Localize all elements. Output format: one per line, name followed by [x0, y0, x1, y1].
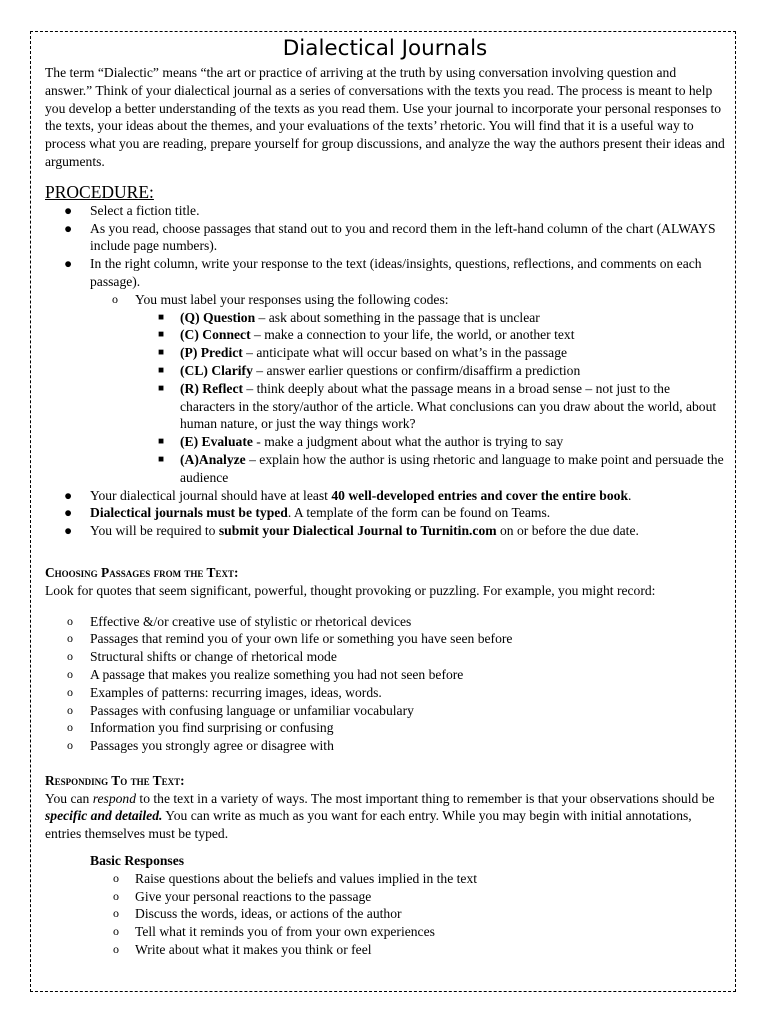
procedure-list [45, 202, 725, 540]
bullet-icon: ● [64, 220, 73, 236]
list-item: o Raise questions about the beliefs and values implied in the text [113, 870, 478, 886]
circle-bullet-icon: o [113, 924, 119, 939]
list-item: o Write about what it makes you think or feel [113, 942, 372, 958]
list-item: ● Your dialectical journal should have at least 40 well-developed entries and cover the entire book. [64, 487, 632, 503]
list-item: o Passages with confusing language or unfamiliar vocabulary [67, 702, 414, 718]
code-item: ■ (A)Analyze – explain how the author is using rhetoric and language to make point and persuade the audience [158, 451, 724, 485]
circle-bullet-icon: o [67, 649, 73, 664]
square-bullet-icon: ■ [158, 329, 165, 341]
label-sublist [90, 291, 725, 487]
choosing-intro: Look for quotes that seem significant, powerful, thought provoking or puzzling. For example, you might record: [45, 582, 656, 598]
bullet-icon: ● [64, 256, 73, 272]
choosing-heading: Choosing Passages from the Text: [45, 564, 239, 580]
square-bullet-icon: ■ [158, 364, 165, 376]
square-bullet-icon: ■ [158, 311, 165, 323]
responding-heading: Responding To the Text: [45, 772, 185, 788]
list-item: o Give your personal reactions to the passage [113, 888, 372, 904]
square-bullet-icon: ■ [158, 347, 165, 359]
document-body [45, 35, 725, 959]
list-item: o Discuss the words, ideas, or actions of the author [113, 906, 402, 922]
bullet-icon: ● [64, 487, 73, 503]
list-item: o Structural shifts or change of rhetorical mode [67, 649, 337, 665]
list-item: ● In the right column, write your response to the text (ideas/insights, questions, reflections, and comments on each passage). o You must label your responses using the following codes: ■ (Q) Question – ask about something in the passage that is unclear ■ (C) Connect – make a connection to your life, the world, or another text ■ (P) Predict – anticipate what will occur based on what’s in the passage ■ (CL) Clarify – answer earlier questions or confirm/disaffirm a prediction ■ (R) Reflect – think deeply about what the passage means in a broad sense – not just to the characters in the story/author of the article. What conclusions can you draw about the world, about human nature, or just the way things work? ■ (E) Evaluate - make a judgment about what the author is trying to say ■ (A)Analyze – explain how the author is using rhetoric and language to make point and persuade the audience [64, 256, 724, 485]
list-item: o Effective &/or creative use of stylistic or rhetorical devices [67, 613, 412, 629]
code-item: ■ (P) Predict – anticipate what will occur based on what’s in the passage [158, 345, 568, 361]
circle-bullet-icon: o [67, 684, 73, 699]
list-item: o You must label your responses using the following codes: ■ (Q) Question – ask about something in the passage that is unclear ■ (C) Connect – make a connection to your life, the world, or another text ■ (P) Predict – anticipate what will occur based on what’s in the passage ■ (CL) Clarify – answer earlier questions or confirm/disaffirm a prediction ■ (R) Reflect – think deeply about what the passage means in a broad sense – not just to the characters in the story/author of the article. What conclusions can you draw about the world, about human nature, or just the way things work? ■ (E) Evaluate - make a judgment about what the author is trying to say ■ (A)Analyze – explain how the author is using rhetoric and language to make point and persuade the audience [112, 291, 724, 485]
list-item: ● Select a fiction title. [64, 202, 200, 218]
square-bullet-icon: ■ [158, 436, 165, 448]
code-item: ■ (E) Evaluate - make a judgment about what the author is trying to say [158, 434, 564, 450]
procedure-heading: PROCEDURE: [45, 181, 154, 202]
basic-responses-heading: Basic Responses [90, 853, 185, 869]
list-item: ● You will be required to submit your Dialectical Journal to Turnitin.com on or before the due date. [64, 523, 639, 539]
circle-bullet-icon: o [113, 906, 119, 921]
code-item: ■ (C) Connect – make a connection to your life, the world, or another text [158, 327, 575, 343]
list-item: o Examples of patterns: recurring images, ideas, words. [67, 684, 382, 700]
list-item: ● Dialectical journals must be typed. A template of the form can be found on Teams. [64, 505, 551, 521]
circle-bullet-icon: o [67, 720, 73, 735]
circle-bullet-icon: o [113, 888, 119, 903]
code-item: ■ (R) Reflect – think deeply about what the passage means in a broad sense – not just to the characters in the story/author of the article. What conclusions can you draw about the world, about human nature, or just the way things work? [158, 380, 717, 432]
circle-bullet-icon: o [113, 942, 119, 957]
circle-bullet-icon: o [67, 666, 73, 681]
circle-bullet-icon: o [112, 291, 118, 306]
bullet-icon: ● [64, 202, 73, 218]
square-bullet-icon: ■ [158, 382, 165, 394]
code-item: ■ (CL) Clarify – answer earlier questions or confirm/disaffirm a prediction [158, 362, 581, 378]
choosing-list [45, 613, 725, 755]
page-title: Dialectical Journals [282, 36, 488, 61]
list-item: o Information you find surprising or confusing [67, 720, 334, 736]
list-item: o Passages that remind you of your own life or something you have seen before [67, 631, 513, 647]
circle-bullet-icon: o [67, 702, 73, 717]
list-item: o Passages you strongly agree or disagree with [67, 738, 334, 754]
intro-paragraph: The term “Dialectic” means “the art or practice of arriving at the truth by using conversation involving question and answer.” Think of your dialectical journal as a series of conversations with the texts you read. The process is meant to help you develop a better understanding of the texts as you read them. Use your journal to incorporate your personal responses to the texts, your ideas about the themes, and your evaluations of the texts’ rhetoric. You will find that it is a useful way to process what you are reading, prepare yourself for group discussions, and analyze the way the authors present their ideas and arguments. [45, 65, 725, 169]
bullet-icon: ● [64, 505, 73, 521]
circle-bullet-icon: o [67, 738, 73, 753]
circle-bullet-icon: o [67, 613, 73, 628]
codes-list [135, 309, 725, 487]
responding-paragraph: You can respond to the text in a variety of ways. The most important thing to remember is that your observations should be specific and detailed. You can write as much as you want for each entry. While you may begin with initial annotations, entries themselves must be typed. [45, 790, 715, 842]
circle-bullet-icon: o [113, 870, 119, 885]
list-item: o Tell what it reminds you of from your own experiences [113, 924, 435, 940]
code-item: ■ (Q) Question – ask about something in the passage that is unclear [158, 309, 540, 325]
basic-responses-list [45, 870, 725, 959]
list-item: ● As you read, choose passages that stand out to you and record them in the left-hand column of the chart (ALWAYS include page numbers). [64, 220, 716, 254]
square-bullet-icon: ■ [158, 453, 165, 465]
circle-bullet-icon: o [67, 631, 73, 646]
bullet-icon: ● [64, 523, 73, 539]
list-item: o A passage that makes you realize something you had not seen before [67, 666, 464, 682]
